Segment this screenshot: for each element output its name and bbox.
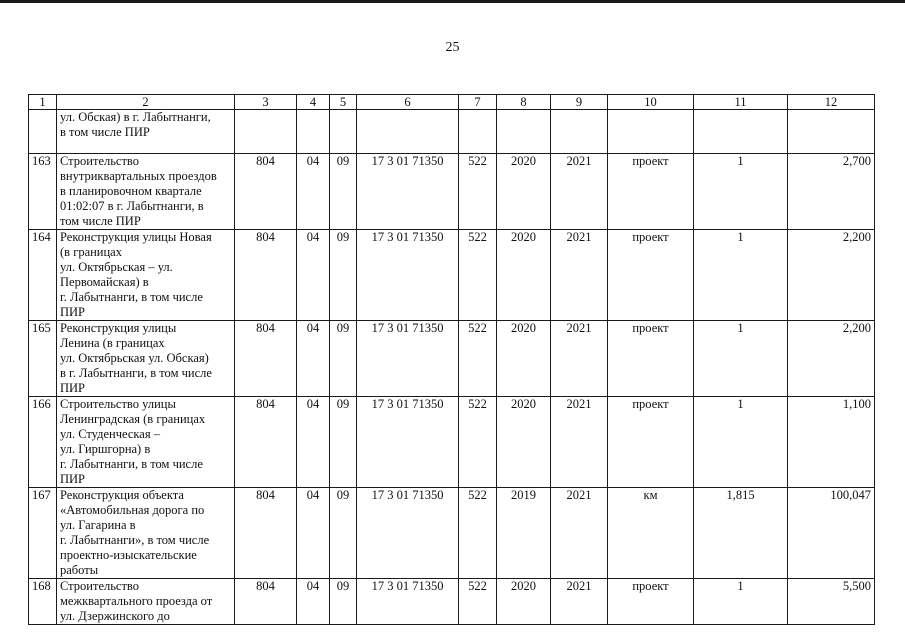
cell-code-6: 17 3 01 71350	[357, 397, 459, 488]
cell-num	[29, 110, 57, 154]
cell-year-start: 2019	[497, 488, 551, 579]
cell-quantity: 1	[694, 397, 788, 488]
cell-year-end: 2021	[551, 579, 608, 625]
cell-code-6: 17 3 01 71350	[357, 321, 459, 397]
cell-code-5: 09	[330, 154, 357, 230]
cell-code-5: 09	[330, 321, 357, 397]
cell-code-7: 522	[459, 579, 497, 625]
cell-amount: 2,200	[788, 321, 875, 397]
cell-year-start: 2020	[497, 154, 551, 230]
cell-code-7: 522	[459, 154, 497, 230]
column-header: 12	[788, 95, 875, 110]
column-header: 11	[694, 95, 788, 110]
cell-unit: проект	[608, 397, 694, 488]
cell-unit: проект	[608, 321, 694, 397]
column-header: 9	[551, 95, 608, 110]
cell-code-7: 522	[459, 230, 497, 321]
cell-code-5: 09	[330, 230, 357, 321]
cell-name: Реконструкция улицы Ленина (в границах ул. Октябрьская ул. Обская) в г. Лабытнанги, в том числе ПИР	[57, 321, 235, 397]
cell-code-6: 17 3 01 71350	[357, 154, 459, 230]
cell-name: Строительство внутриквартальных проездов в планировочном квартале 01:02:07 в г. Лабытнанги, в том числе ПИР	[57, 154, 235, 230]
table-row	[29, 230, 875, 321]
cell-name: Строительство улицы Ленинградская (в границах ул. Студенческая – ул. Гиршгорна) в г. Лабытнанги, в том числе ПИР	[57, 397, 235, 488]
cell-code-4: 04	[297, 579, 330, 625]
table-row	[29, 579, 875, 625]
cell-name: Строительство межквартального проезда от ул. Дзержинского до	[57, 579, 235, 625]
cell-amount: 2,700	[788, 154, 875, 230]
cell-amount: 1,100	[788, 397, 875, 488]
column-header: 8	[497, 95, 551, 110]
cell-amount: 2,200	[788, 230, 875, 321]
cell-amount: 100,047	[788, 488, 875, 579]
cell-num: 165	[29, 321, 57, 397]
cell-code-3: 804	[235, 230, 297, 321]
column-header: 4	[297, 95, 330, 110]
cell-num: 163	[29, 154, 57, 230]
cell-num: 164	[29, 230, 57, 321]
top-border-line	[0, 0, 905, 3]
cell-code-4: 04	[297, 488, 330, 579]
cell-code-6: 17 3 01 71350	[357, 230, 459, 321]
cell-year-end: 2021	[551, 321, 608, 397]
cell-quantity: 1	[694, 230, 788, 321]
cell-unit: проект	[608, 154, 694, 230]
cell-year-start: 2020	[497, 579, 551, 625]
header-row	[29, 95, 875, 110]
cell-quantity: 1	[694, 154, 788, 230]
cell-name: Реконструкция улицы Новая (в границах ул. Октябрьская – ул. Первомайская) в г. Лабытнанги, в том числе ПИР	[57, 230, 235, 321]
cell-code-7: 522	[459, 488, 497, 579]
cell-code-3: 804	[235, 397, 297, 488]
cell-name: Реконструкция объекта «Автомобильная дорога по ул. Гагарина в г. Лабытнанги», в том числе проектно-изыскательские работы	[57, 488, 235, 579]
cell-code-6: 17 3 01 71350	[357, 488, 459, 579]
table-row	[29, 488, 875, 579]
column-header: 5	[330, 95, 357, 110]
cell-year-start: 2020	[497, 397, 551, 488]
cell-num: 166	[29, 397, 57, 488]
cell-code-5: 09	[330, 397, 357, 488]
table-row	[29, 397, 875, 488]
cell-year-end: 2021	[551, 154, 608, 230]
cell-quantity: 1	[694, 321, 788, 397]
column-header: 2	[57, 95, 235, 110]
column-header: 10	[608, 95, 694, 110]
table-row	[29, 154, 875, 230]
cell-year-start: 2020	[497, 321, 551, 397]
cell-unit: км	[608, 488, 694, 579]
column-header: 3	[235, 95, 297, 110]
cell-num: 168	[29, 579, 57, 625]
cell-code-5: 09	[330, 488, 357, 579]
cell-unit: проект	[608, 230, 694, 321]
cell-name: ул. Обская) в г. Лабытнанги, в том числе ПИР	[57, 110, 235, 154]
cell-code-4: 04	[297, 397, 330, 488]
cell-code-7: 522	[459, 397, 497, 488]
cell-code-3: 804	[235, 321, 297, 397]
table-row	[29, 321, 875, 397]
column-header: 1	[29, 95, 57, 110]
cell-code-3: 804	[235, 579, 297, 625]
cell-code-3: 804	[235, 154, 297, 230]
cell-code-4: 04	[297, 154, 330, 230]
cell-year-start: 2020	[497, 230, 551, 321]
cell-code-6: 17 3 01 71350	[357, 579, 459, 625]
cell-quantity: 1,815	[694, 488, 788, 579]
column-header: 7	[459, 95, 497, 110]
cell-year-end: 2021	[551, 488, 608, 579]
cell-code-7: 522	[459, 321, 497, 397]
cell-code-4: 04	[297, 321, 330, 397]
page-number: 25	[445, 40, 460, 55]
cell-code-4: 04	[297, 230, 330, 321]
cell-quantity: 1	[694, 579, 788, 625]
cell-num: 167	[29, 488, 57, 579]
objects-table	[28, 94, 875, 625]
cell-code-3: 804	[235, 488, 297, 579]
table-row-continuation	[29, 110, 875, 154]
cell-code-5: 09	[330, 579, 357, 625]
cell-unit: проект	[608, 579, 694, 625]
column-header: 6	[357, 95, 459, 110]
cell-amount: 5,500	[788, 579, 875, 625]
cell-year-end: 2021	[551, 397, 608, 488]
cell-year-end: 2021	[551, 230, 608, 321]
